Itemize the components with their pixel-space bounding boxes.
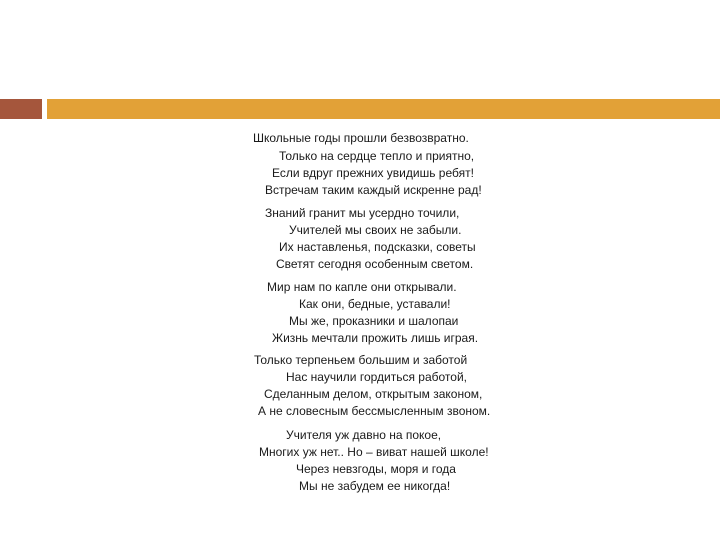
poem-line: Нас научили гордиться работой, — [286, 370, 468, 384]
poem-line: Знаний гранит мы усердно точили, — [265, 206, 460, 220]
poem-line: А не словесным бессмысленным звоном. — [258, 404, 491, 418]
accent-bar-right — [47, 99, 720, 119]
accent-bar-left — [0, 99, 42, 119]
poem-line: Сделанным делом, открытым законом, — [264, 387, 483, 401]
poem-line: Учителя уж давно на покое, — [286, 428, 442, 442]
poem-line: Жизнь мечтали прожить лишь играя. — [272, 331, 479, 345]
poem-line: Многих уж нет.. Но – виват нашей школе! — [259, 445, 489, 459]
poem-line: Только терпеньем большим и заботой — [254, 353, 468, 367]
poem-line: Если вдруг прежних увидишь ребят! — [272, 166, 474, 180]
poem-line: Мы же, проказники и шалопаи — [289, 314, 459, 328]
poem-line: Учителей мы своих не забыли. — [289, 223, 462, 237]
poem-line: Их наставленья, подсказки, советы — [279, 240, 476, 254]
poem-line: Как они, бедные, уставали! — [299, 297, 451, 311]
poem-line: Светят сегодня особенным светом. — [276, 257, 474, 271]
poem-line: Через невзгоды, моря и года — [296, 462, 456, 476]
poem-line: Встречам таким каждый искренне рад! — [265, 183, 482, 197]
poem-line: Мы не забудем ее никогда! — [299, 479, 451, 493]
poem-line: Мир нам по капле они открывали. — [267, 280, 457, 294]
poem-line: Школьные годы прошли безвозвратно. — [253, 131, 469, 145]
poem-line: Только на сердце тепло и приятно, — [279, 149, 475, 163]
